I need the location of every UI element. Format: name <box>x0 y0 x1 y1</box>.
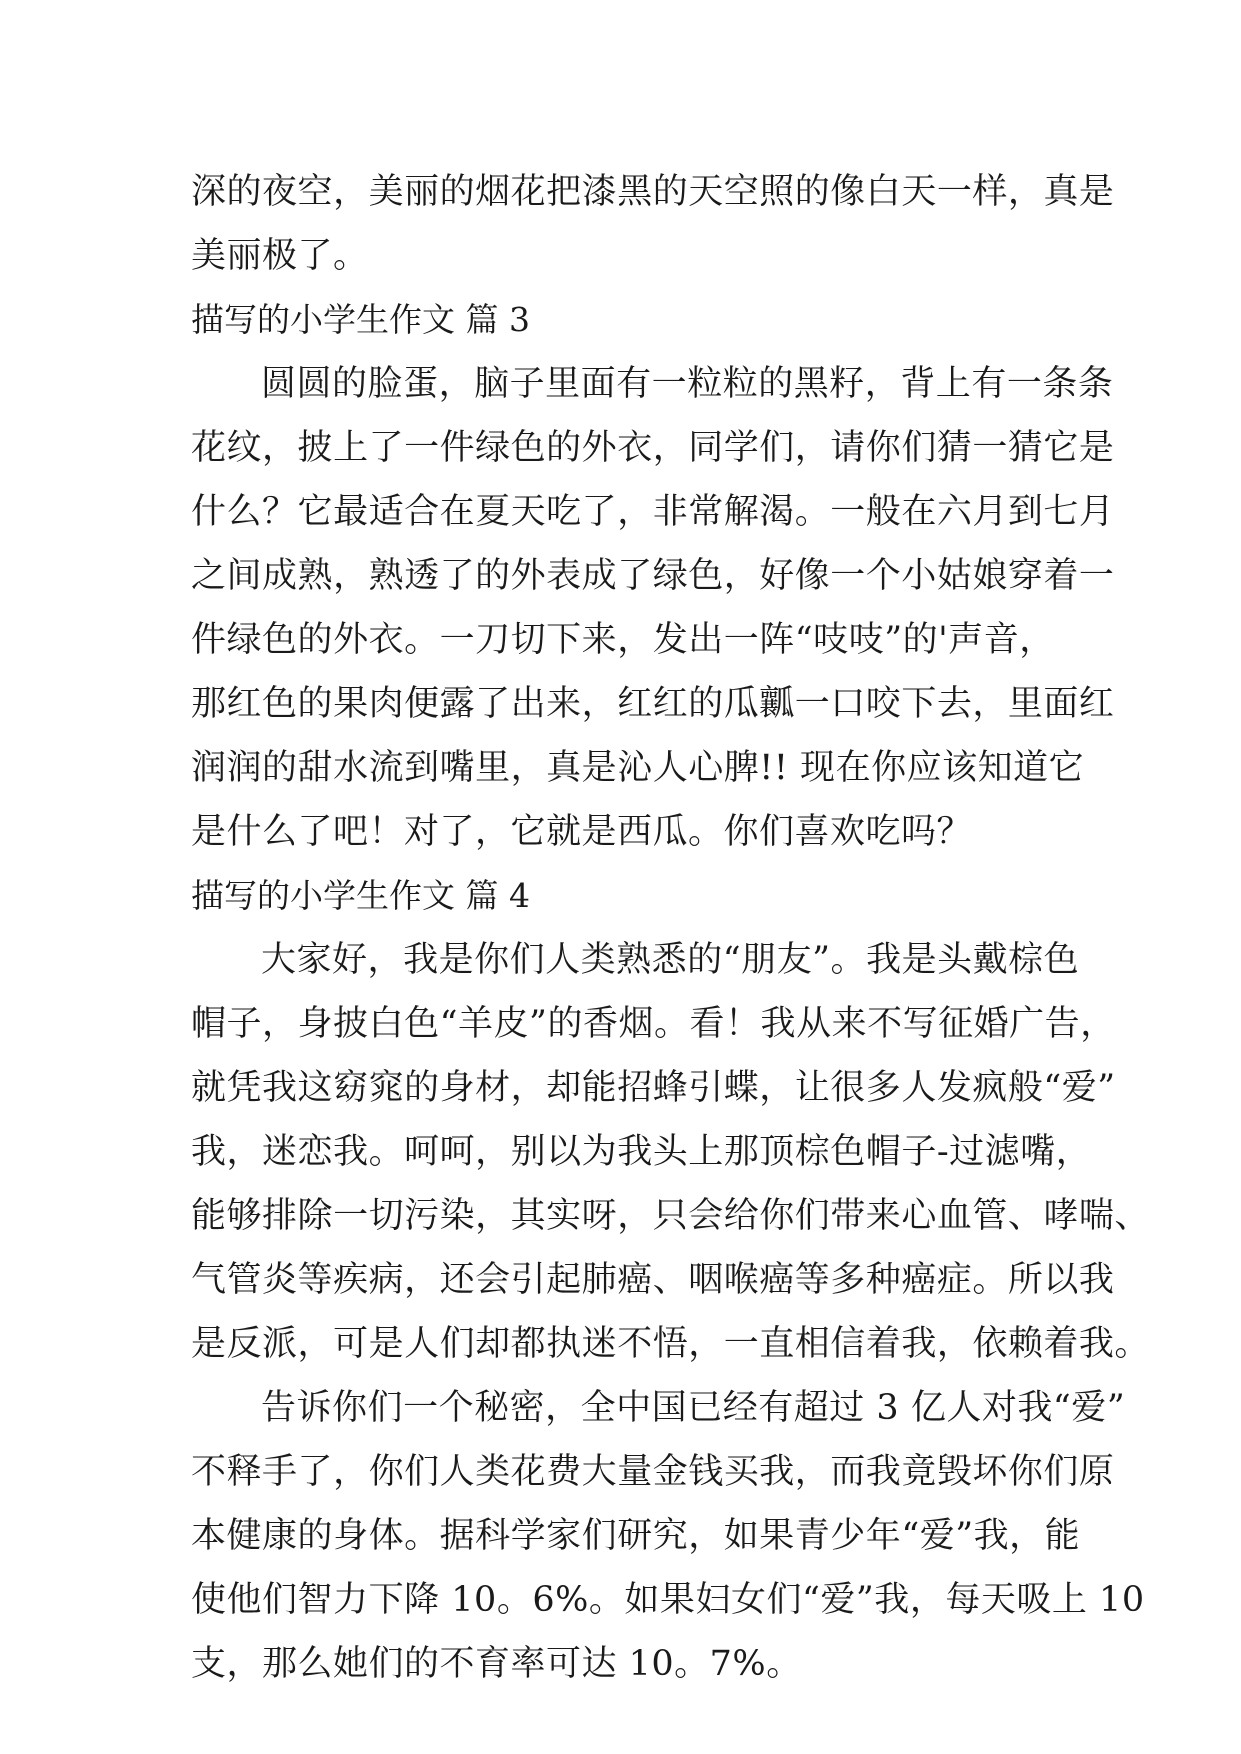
text-line: 什 么 ？ 它 最 适 合 在 夏 天 吃 了 ， 非 常 解 渴 。 一 般 在 六 月 到 七 月 <box>191 492 1115 532</box>
paragraph-first-line: 圆 圆 的 脸 蛋 ， 脑 子 里 面 有 一 粒 粒 的 黑 籽 ， 背 上 有 一 条 条 <box>261 364 1114 404</box>
text-line: 之 间 成 熟 ， 熟 透 了 的 外 表 成 了 绿 色 ， 好 像 一 个 小 姑 娘 穿 着 一 <box>191 556 1115 596</box>
text-line: 能 够 排 除 一 切 污 染 ， 其 实 呀 ， 只 会 给 你 们 带 来 心 血 管 、 哮 喘 、 <box>191 1196 1150 1236</box>
text-line: 就 凭 我 这 窈 窕 的 身 材 ， 却 能 招 蜂 引 蝶 ， 让 很 多 人 发 疯 般 “ 爱 ” <box>191 1068 1116 1108</box>
text-line: 润 润 的 甜 水 流 到 嘴 里 ， 真 是 沁 人 心 脾 ! ! 现 在 你 应 该 知 道 它 <box>191 748 1085 788</box>
text-line: 花 纹 ， 披 上 了 一 件 绿 色 的 外 衣 ， 同 学 们 ， 请 你 们 猜 一 猜 它 是 <box>191 428 1115 468</box>
text-line: 那 红 色 的 果 肉 便 露 了 出 来 ， 红 红 的 瓜 瓤 一 口 咬 下 去 ， 里 面 红 <box>191 684 1115 724</box>
paragraph-first-line: 告 诉 你 们 一 个 秘 密 ， 全 中 国 已 经 有 超 过 3 亿 人 对 我 “ 爱 ” <box>261 1388 1126 1428</box>
paragraph-first-line: 大 家 好 ， 我 是 你 们 人 类 熟 悉 的 “ 朋 友 ” 。 我 是 头 戴 棕 色 <box>261 940 1080 980</box>
text-line: 使 他 们 智 力 下 降 1 0 。 6 % 。 如 果 妇 女 们 “ 爱 ” 我 ， 每 天 吸 上 1 0 <box>191 1580 1145 1620</box>
text-line: 气 管 炎 等 疾 病 ， 还 会 引 起 肺 癌 、 咽 喉 癌 等 多 种 癌 症 。 所 以 我 <box>191 1260 1115 1300</box>
section-heading: 描写的小学生作文 篇 3 <box>191 300 530 339</box>
text-line: 是什么了吧！对了，它就是西瓜。你们喜欢吃吗？ <box>191 812 973 852</box>
text-line: 本 健 康 的 身 体 。 据 科 学 家 们 研 究 ， 如 果 青 少 年 “ 爱 ” 我 ， 能 <box>191 1516 1081 1556</box>
text-line: 不 释 手 了 ， 你 们 人 类 花 费 大 量 金 钱 买 我 ， 而 我 竟 毁 坏 你 们 原 <box>191 1452 1115 1492</box>
text-line: 我 ， 迷 恋 我 。 呵 呵 ， 别 以 为 我 头 上 那 顶 棕 色 帽 子 - 过 滤 嘴 ， <box>191 1132 1092 1172</box>
text-line: 件 绿 色 的 外 衣 。 一 刀 切 下 来 ， 发 出 一 阵 “ 吱 吱 ” 的 ' 声 音 ， <box>191 620 1055 660</box>
document-page <box>191 160 1150 1696</box>
text-line: 深 的 夜 空 ， 美 丽 的 烟 花 把 漆 黑 的 天 空 照 的 像 白 天 一 样 ， 真 是 <box>191 172 1115 212</box>
text-line: 美丽极了。 <box>191 236 369 276</box>
section-heading: 描写的小学生作文 篇 4 <box>191 876 530 915</box>
text-line: 帽 子 ， 身 披 白 色 “ 羊 皮 ” 的 香 烟 。 看 ！ 我 从 来 不 写 征 婚 广 告 ， <box>191 1004 1116 1044</box>
text-line: 支，那么她们的不育率可达 10。7%。 <box>191 1644 802 1684</box>
text-line: 是 反 派 ， 可 是 人 们 却 都 执 迷 不 悟 ， 一 直 相 信 着 我 ， 依 赖 着 我 。 <box>191 1324 1150 1364</box>
